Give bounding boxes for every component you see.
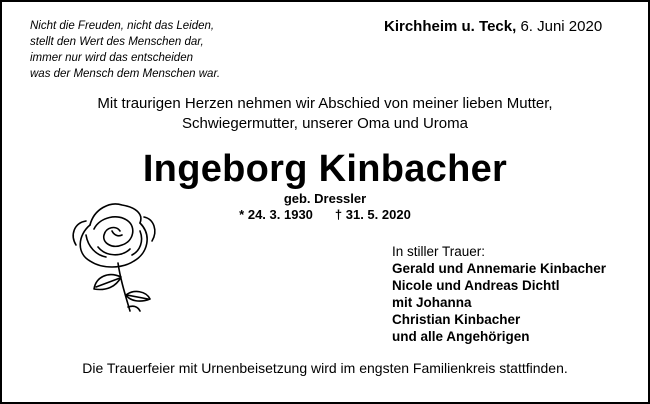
mourner-line: und alle Angehörigen bbox=[392, 329, 530, 344]
rose-icon bbox=[60, 195, 178, 317]
mourners-lead: In stiller Trauer: bbox=[392, 244, 486, 259]
death-date: † 31. 5. 2020 bbox=[334, 207, 411, 222]
intro-line: Schwiegermutter, unserer Oma und Uroma bbox=[182, 115, 468, 132]
deceased-name: Ingeborg Kinbacher bbox=[142, 148, 508, 190]
mourner-line: Nicole und Andreas Dichtl bbox=[392, 278, 560, 293]
place-and-date bbox=[384, 18, 602, 35]
notice-date: 6. Juni 2020 bbox=[520, 18, 603, 35]
poem-line: stellt den Wert des Menschen dar, bbox=[30, 36, 204, 48]
place-town: Kirchheim u. Teck, bbox=[384, 18, 517, 35]
funeral-note: Die Trauerfeier mit Urnenbeisetzung wird im engsten Familienkreis stattfinden. bbox=[82, 360, 568, 376]
poem-line: immer nur wird das entscheiden bbox=[30, 52, 193, 64]
mourner-line: Christian Kinbacher bbox=[392, 312, 521, 327]
intro-line: Mit traurigen Herzen nehmen wir Abschied von meiner lieben Mutter, bbox=[97, 95, 553, 112]
mourners-block bbox=[392, 243, 606, 345]
mourner-line: Gerald und Annemarie Kinbacher bbox=[392, 261, 607, 276]
mourner-line: mit Johanna bbox=[392, 295, 472, 310]
poem-line: Nicht die Freuden, nicht das Leiden, bbox=[30, 20, 215, 32]
memorial-poem bbox=[30, 18, 220, 82]
maiden-name: geb. Dressler bbox=[283, 191, 367, 206]
poem-line: was der Mensch dem Menschen war. bbox=[30, 68, 221, 80]
farewell-intro bbox=[2, 94, 648, 134]
birth-date: * 24. 3. 1930 bbox=[239, 207, 313, 222]
